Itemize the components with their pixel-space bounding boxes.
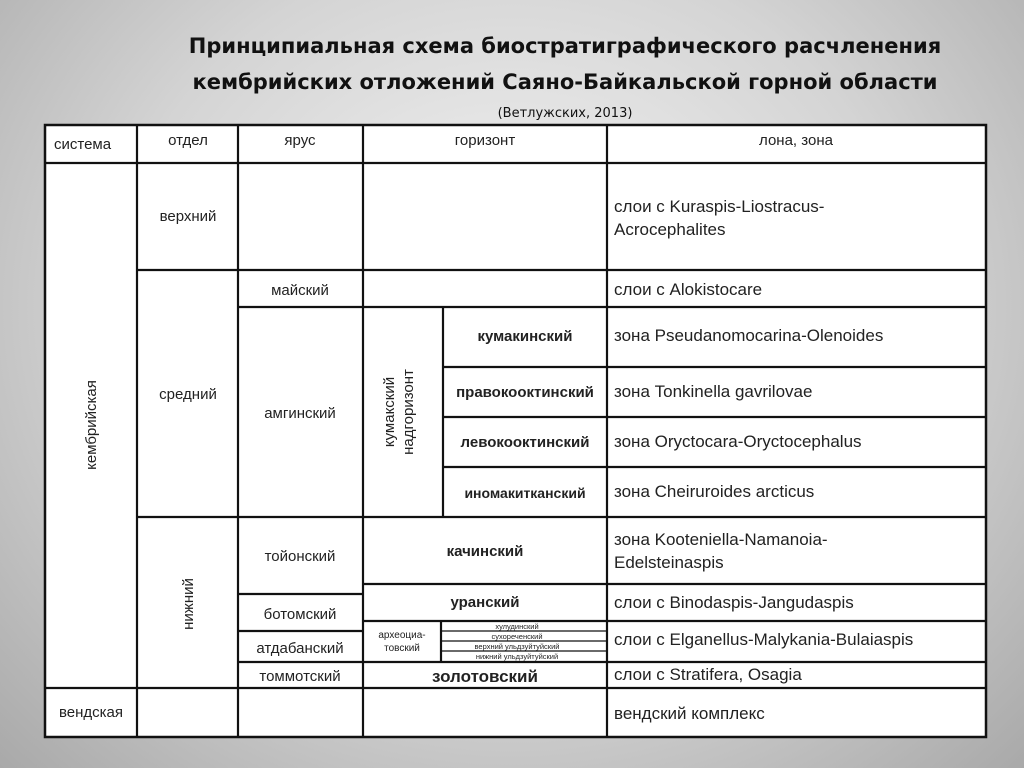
subhorizon-sukhorechensky: сухореченский [491,632,543,641]
page-title-line-1: Принципиальная схема биостратиграфического расчленения [188,34,942,58]
horizon-pravokooktinsky: правокооктинский [456,384,594,401]
horizon-zolotovsky: золотовский [432,667,538,686]
stage-tommotsky: томмотский [259,668,341,685]
stage-maysky: майский [271,282,329,299]
horizon-kachinsky: качинский [446,543,524,560]
zone-maysky: слои с Alokistocare [614,280,763,299]
page-title-line-2: кембрийских отложений Саяно-Байкальской горной области [192,70,938,94]
series-upper: верхний [159,208,217,225]
zone-toyonsky-line-1: зона Kooteniella-Namanoia- [614,530,828,549]
horizon-kumakinsky: кумакинский [477,328,573,345]
horizon-uransky: уранский [450,594,520,611]
zone-atdabansky: слои с Elganellus-Malykania-Bulaiaspis [614,630,914,649]
horizon-archaeocyathan-line-2: товский [384,643,420,654]
zone-upper-line-1: слои с Kuraspis-Liostracus- [614,197,825,216]
zone-inomakitkansky: зона Cheiruroides arcticus [614,482,815,501]
system-cambrian: кембрийская [83,380,100,470]
stage-toyonsky: тойонский [264,548,336,565]
stage-amginsky: амгинский [264,405,336,422]
subhorizon-lower-uldzuytuysky: нижний ульдзуйтуйский [475,652,559,661]
header-stage: ярус [284,132,316,149]
horizon-archaeocyathan-line-1: археоциа- [378,630,426,641]
header-system: система [54,136,112,153]
header-series: отдел [168,132,208,149]
header-zone: лона, зона [759,132,833,149]
series-middle: средний [159,386,217,403]
zone-upper-line-2: Acrocephalites [614,220,726,239]
horizon-levokooktinsky: левокооктинский [460,434,590,451]
supra-horizon-line-2: надгоризонт [400,369,417,455]
zone-toyonsky-line-2: Edelsteinaspis [614,553,724,572]
stage-atdabansky: атдабанский [256,640,344,657]
header-horizon: горизонт [454,132,516,149]
zone-botomsky: слои с Binodaspis-Jangudaspis [614,593,854,612]
supra-horizon-line-1: кумакский [381,376,398,448]
stage-botomsky: ботомский [263,606,337,623]
zone-vendian: вендский комплекс [614,704,765,723]
system-vendian: вендская [58,704,124,721]
subhorizon-upper-uldzuytuysky: верхний ульдзуйтуйский [474,642,560,651]
source-citation: (Ветлужских, 2013) [497,106,633,121]
zone-tommotsky: слои с Stratifera, Osagia [614,665,802,684]
series-lower: нижний [180,578,197,630]
horizon-inomakitkansky: иномакитканский [464,485,586,501]
zone-kumakinsky: зона Pseudanomocarina-Olenoides [614,326,884,345]
zone-levokooktinsky: зона Oryctocara-Oryctocephalus [614,432,862,451]
subhorizon-khuludinsky: хулудинский [495,622,539,631]
zone-pravokooktinsky: зона Tonkinella gavrilovae [614,382,813,401]
